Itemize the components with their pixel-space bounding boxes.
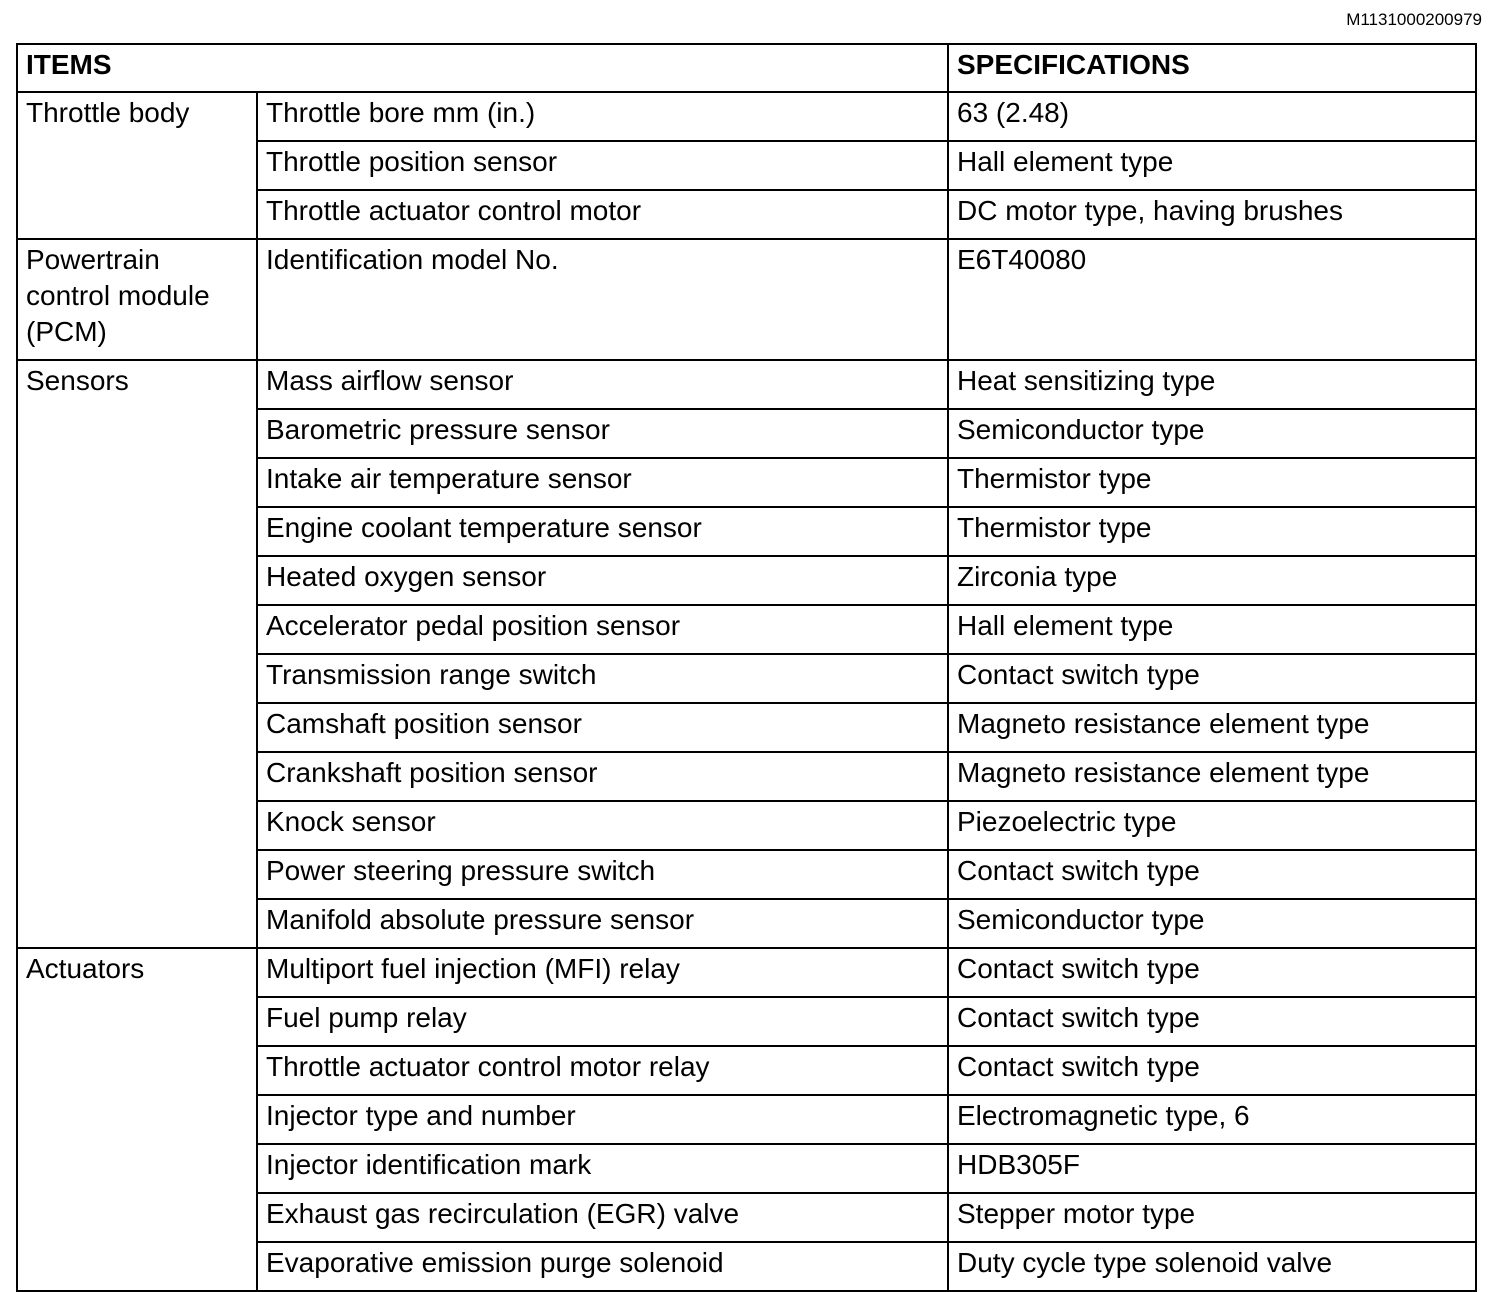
- spec-cell: Thermistor type: [948, 507, 1476, 556]
- item-cell: Accelerator pedal position sensor: [257, 605, 948, 654]
- spec-cell: Duty cycle type solenoid valve: [948, 1242, 1476, 1291]
- table-row: [17, 948, 1476, 997]
- spec-cell: Thermistor type: [948, 458, 1476, 507]
- item-cell: Throttle position sensor: [257, 141, 948, 190]
- specifications-table: [16, 43, 1477, 1292]
- item-cell: Identification model No.: [257, 239, 948, 360]
- spec-cell: Electromagnetic type, 6: [948, 1095, 1476, 1144]
- table-header-row: [17, 44, 1476, 92]
- item-cell: Exhaust gas recirculation (EGR) valve: [257, 1193, 948, 1242]
- spec-cell: Zirconia type: [948, 556, 1476, 605]
- group-label-cell: Sensors: [17, 360, 257, 948]
- table-row: [17, 360, 1476, 409]
- item-cell: Throttle actuator control motor: [257, 190, 948, 239]
- items-header: ITEMS: [17, 44, 948, 92]
- item-cell: Multiport fuel injection (MFI) relay: [257, 948, 948, 997]
- table-row: [17, 92, 1476, 141]
- spec-cell: DC motor type, having brushes: [948, 190, 1476, 239]
- spec-cell: Piezoelectric type: [948, 801, 1476, 850]
- spec-cell: Semiconductor type: [948, 899, 1476, 948]
- item-cell: Injector type and number: [257, 1095, 948, 1144]
- spec-cell: Heat sensitizing type: [948, 360, 1476, 409]
- document-id: M1131000200979: [1346, 10, 1482, 29]
- table-row: [17, 239, 1476, 360]
- spec-cell: Contact switch type: [948, 1046, 1476, 1095]
- item-cell: Knock sensor: [257, 801, 948, 850]
- item-cell: Injector identification mark: [257, 1144, 948, 1193]
- spec-cell: HDB305F: [948, 1144, 1476, 1193]
- spec-cell: Contact switch type: [948, 997, 1476, 1046]
- item-cell: Heated oxygen sensor: [257, 556, 948, 605]
- item-cell: Manifold absolute pressure sensor: [257, 899, 948, 948]
- item-cell: Engine coolant temperature sensor: [257, 507, 948, 556]
- spec-cell: Stepper motor type: [948, 1193, 1476, 1242]
- group-label-cell: Powertrain control module (PCM): [17, 239, 257, 360]
- item-cell: Throttle bore mm (in.): [257, 92, 948, 141]
- spec-cell: Semiconductor type: [948, 409, 1476, 458]
- specifications-header: SPECIFICATIONS: [948, 44, 1476, 92]
- item-cell: Power steering pressure switch: [257, 850, 948, 899]
- item-cell: Transmission range switch: [257, 654, 948, 703]
- group-label-cell: Actuators: [17, 948, 257, 1291]
- item-cell: Intake air temperature sensor: [257, 458, 948, 507]
- group-label-cell: Throttle body: [17, 92, 257, 239]
- spec-cell: E6T40080: [948, 239, 1476, 360]
- item-cell: Camshaft position sensor: [257, 703, 948, 752]
- spec-cell: Contact switch type: [948, 948, 1476, 997]
- table-body: [17, 92, 1476, 1291]
- item-cell: Throttle actuator control motor relay: [257, 1046, 948, 1095]
- item-cell: Mass airflow sensor: [257, 360, 948, 409]
- spec-cell: Contact switch type: [948, 654, 1476, 703]
- spec-cell: Contact switch type: [948, 850, 1476, 899]
- spec-cell: Magneto resistance element type: [948, 752, 1476, 801]
- item-cell: Crankshaft position sensor: [257, 752, 948, 801]
- spec-cell: Magneto resistance element type: [948, 703, 1476, 752]
- item-cell: Fuel pump relay: [257, 997, 948, 1046]
- spec-cell: 63 (2.48): [948, 92, 1476, 141]
- item-cell: Barometric pressure sensor: [257, 409, 948, 458]
- spec-cell: Hall element type: [948, 605, 1476, 654]
- spec-cell: Hall element type: [948, 141, 1476, 190]
- item-cell: Evaporative emission purge solenoid: [257, 1242, 948, 1291]
